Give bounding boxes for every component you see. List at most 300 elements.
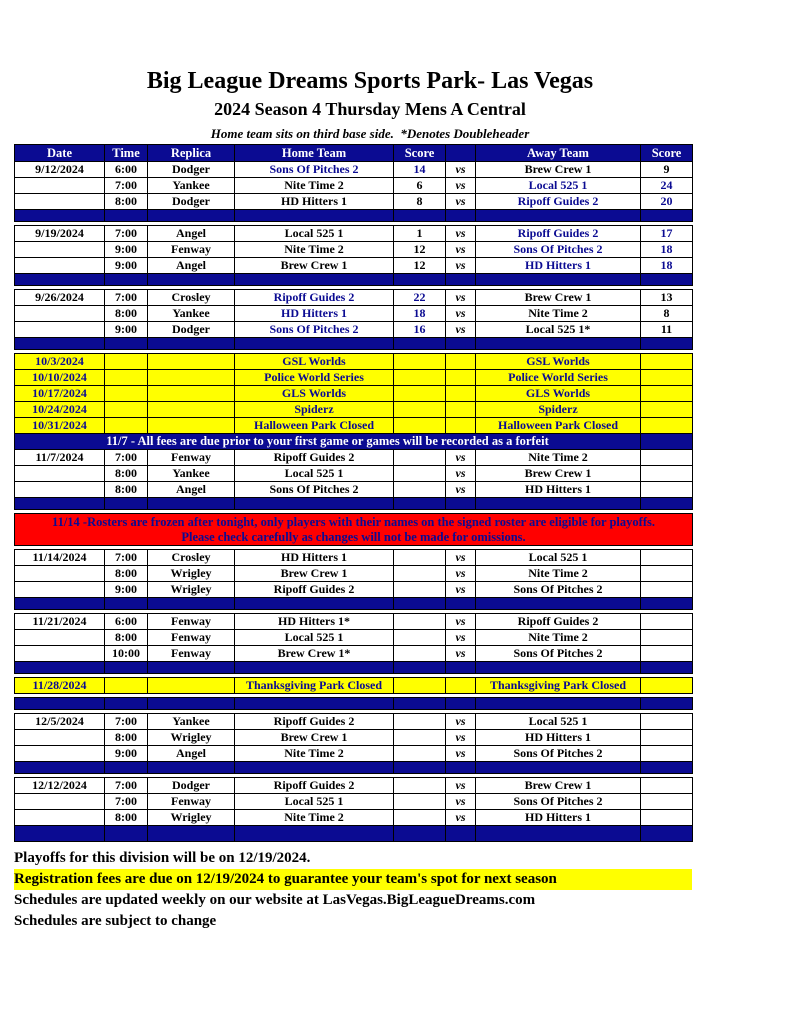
game-row — [15, 306, 693, 322]
home-score-cell — [394, 466, 446, 482]
away-team-cell: Sons Of Pitches 2 — [476, 794, 641, 810]
date-cell: 10/17/2024 — [15, 386, 105, 402]
away-score-cell — [641, 466, 693, 482]
spacer-home-team-cell — [235, 826, 394, 842]
replica-cell — [148, 678, 235, 694]
spacer-row — [15, 274, 693, 286]
replica-cell: Dodger — [148, 194, 235, 210]
event-row — [15, 678, 693, 694]
date-cell — [15, 582, 105, 598]
vs-label: vs — [446, 614, 476, 630]
vs-label: vs — [446, 306, 476, 322]
spacer-away-team-cell — [476, 498, 641, 510]
away-team-cell: Brew Crew 1 — [476, 778, 641, 794]
spacer-date-cell — [15, 826, 105, 842]
home-score-cell: 16 — [394, 322, 446, 338]
home-score-cell — [394, 482, 446, 498]
vs-label: vs — [446, 582, 476, 598]
spacer-home-score-cell — [394, 498, 446, 510]
away-score-cell — [641, 582, 693, 598]
date-cell — [15, 258, 105, 274]
replica-cell: Angel — [148, 226, 235, 242]
vs-label — [446, 354, 476, 370]
away-score-cell: 18 — [641, 258, 693, 274]
time-cell: 7:00 — [105, 290, 148, 306]
game-row — [15, 746, 693, 762]
time-cell: 9:00 — [105, 258, 148, 274]
date-cell: 11/28/2024 — [15, 678, 105, 694]
date-cell — [15, 322, 105, 338]
away-score-cell — [641, 550, 693, 566]
home-score-cell: 12 — [394, 242, 446, 258]
spacer-date-cell — [15, 498, 105, 510]
spacer-vs-label — [446, 826, 476, 842]
spacer-home-score-cell — [394, 698, 446, 710]
spacer-time-cell — [105, 338, 148, 350]
away-team-cell: HD Hitters 1 — [476, 730, 641, 746]
spacer-time-cell — [105, 698, 148, 710]
time-cell: 7:00 — [105, 778, 148, 794]
home-team-cell: Local 525 1 — [235, 226, 394, 242]
spacer-date-cell — [15, 274, 105, 286]
game-row — [15, 178, 693, 194]
vs-label: vs — [446, 482, 476, 498]
time-cell: 9:00 — [105, 746, 148, 762]
replica-cell: Wrigley — [148, 582, 235, 598]
home-score-cell — [394, 582, 446, 598]
game-row — [15, 450, 693, 466]
spacer-time-cell — [105, 498, 148, 510]
away-team-cell: Brew Crew 1 — [476, 162, 641, 178]
home-score-cell — [394, 794, 446, 810]
home-team-cell: Ripoff Guides 2 — [235, 778, 394, 794]
time-cell: 8:00 — [105, 194, 148, 210]
away-score-cell: 18 — [641, 242, 693, 258]
spacer-home-team-cell — [235, 698, 394, 710]
time-cell: 9:00 — [105, 582, 148, 598]
spacer-replica-cell — [148, 662, 235, 674]
date-cell: 11/7/2024 — [15, 450, 105, 466]
header-away-team-cell: Away Team — [476, 145, 641, 162]
home-team-cell: Police World Series — [235, 370, 394, 386]
spacer-away-team-cell — [476, 698, 641, 710]
event-row — [15, 386, 693, 402]
game-row — [15, 194, 693, 210]
vs-label — [446, 370, 476, 386]
game-row — [15, 730, 693, 746]
date-cell: 9/19/2024 — [15, 226, 105, 242]
away-score-cell — [641, 354, 693, 370]
playoffs-note: Playoffs for this division will be on 12/19/2024. — [14, 850, 311, 866]
home-score-cell — [394, 354, 446, 370]
spacer-vs-label — [446, 662, 476, 674]
game-row — [15, 714, 693, 730]
spacer-replica-cell — [148, 598, 235, 610]
away-team-cell: Nite Time 2 — [476, 450, 641, 466]
spacer-row — [15, 826, 693, 842]
home-score-cell — [394, 746, 446, 762]
away-team-cell: Ripoff Guides 2 — [476, 226, 641, 242]
away-score-cell — [641, 386, 693, 402]
roster-freeze-banner — [15, 514, 693, 546]
time-cell: 6:00 — [105, 614, 148, 630]
away-score-cell: 11 — [641, 322, 693, 338]
registration-note: Registration fees are due on 12/19/2024 to guarantee your team's spot for next season — [14, 869, 692, 890]
game-row — [15, 162, 693, 178]
spacer-replica-cell — [148, 826, 235, 842]
vs-label: vs — [446, 630, 476, 646]
replica-cell: Fenway — [148, 794, 235, 810]
event-row — [15, 402, 693, 418]
replica-cell: Yankee — [148, 178, 235, 194]
time-cell: 7:00 — [105, 226, 148, 242]
time-cell: 8:00 — [105, 630, 148, 646]
spacer-date-cell — [15, 598, 105, 610]
replica-cell — [148, 370, 235, 386]
spacer-time-cell — [105, 274, 148, 286]
home-team-cell: Local 525 1 — [235, 794, 394, 810]
spacer-away-score-cell — [641, 498, 693, 510]
spacer-away-score-cell — [641, 274, 693, 286]
time-cell: 9:00 — [105, 322, 148, 338]
home-score-cell: 1 — [394, 226, 446, 242]
spacer-time-cell — [105, 762, 148, 774]
vs-label: vs — [446, 794, 476, 810]
spacer-home-team-cell — [235, 210, 394, 222]
away-score-cell — [641, 402, 693, 418]
replica-cell: Yankee — [148, 714, 235, 730]
replica-cell: Fenway — [148, 450, 235, 466]
date-cell: 10/10/2024 — [15, 370, 105, 386]
spacer-replica-cell — [148, 698, 235, 710]
spacer-vs-label — [446, 498, 476, 510]
vs-label — [446, 402, 476, 418]
spacer-away-score-cell — [641, 210, 693, 222]
home-score-cell: 6 — [394, 178, 446, 194]
away-team-cell: GSL Worlds — [476, 354, 641, 370]
home-score-cell: 8 — [394, 194, 446, 210]
replica-cell: Yankee — [148, 466, 235, 482]
time-cell: 8:00 — [105, 482, 148, 498]
away-team-cell: HD Hitters 1 — [476, 482, 641, 498]
game-row — [15, 778, 693, 794]
game-row — [15, 322, 693, 338]
spacer-home-score-cell — [394, 826, 446, 842]
home-score-cell — [394, 418, 446, 434]
home-team-cell: Nite Time 2 — [235, 810, 394, 826]
game-row — [15, 258, 693, 274]
home-team-cell: Ripoff Guides 2 — [235, 582, 394, 598]
date-cell: 10/3/2024 — [15, 354, 105, 370]
home-team-cell: Brew Crew 1 — [235, 258, 394, 274]
home-score-cell — [394, 550, 446, 566]
away-team-cell: HD Hitters 1 — [476, 258, 641, 274]
date-cell — [15, 242, 105, 258]
vs-label: vs — [446, 466, 476, 482]
game-row — [15, 482, 693, 498]
page-subtitle: 2024 Season 4 Thursday Mens A Central — [214, 99, 526, 119]
away-team-cell: Thanksgiving Park Closed — [476, 678, 641, 694]
vs-label: vs — [446, 178, 476, 194]
spacer-replica-cell — [148, 498, 235, 510]
header-replica-cell: Replica — [148, 145, 235, 162]
spacer-time-cell — [105, 210, 148, 222]
home-team-cell: Sons Of Pitches 2 — [235, 482, 394, 498]
date-cell — [15, 810, 105, 826]
header-vs-label — [446, 145, 476, 162]
home-score-cell — [394, 678, 446, 694]
event-row — [15, 418, 693, 434]
date-cell — [15, 306, 105, 322]
date-cell — [15, 178, 105, 194]
document-header — [0, 68, 740, 142]
home-team-cell: HD Hitters 1 — [235, 194, 394, 210]
spacer-time-cell — [105, 598, 148, 610]
time-cell: 9:00 — [105, 242, 148, 258]
away-score-cell — [641, 630, 693, 646]
spacer-replica-cell — [148, 762, 235, 774]
time-cell: 7:00 — [105, 794, 148, 810]
date-cell — [15, 746, 105, 762]
replica-cell: Fenway — [148, 242, 235, 258]
home-team-cell: Brew Crew 1 — [235, 730, 394, 746]
home-score-cell — [394, 614, 446, 630]
time-cell: 7:00 — [105, 550, 148, 566]
away-team-cell: Brew Crew 1 — [476, 290, 641, 306]
spacer-home-team-cell — [235, 662, 394, 674]
away-score-cell — [641, 614, 693, 630]
vs-label: vs — [446, 226, 476, 242]
header-away-score-cell: Score — [641, 145, 693, 162]
vs-label: vs — [446, 322, 476, 338]
away-score-cell: 13 — [641, 290, 693, 306]
away-score-cell — [641, 566, 693, 582]
date-cell — [15, 630, 105, 646]
away-score-cell: 9 — [641, 162, 693, 178]
home-team-cell: Local 525 1 — [235, 466, 394, 482]
vs-label: vs — [446, 778, 476, 794]
replica-cell: Wrigley — [148, 730, 235, 746]
vs-label: vs — [446, 646, 476, 662]
home-team-cell: HD Hitters 1* — [235, 614, 394, 630]
date-cell: 10/24/2024 — [15, 402, 105, 418]
home-team-cell: Ripoff Guides 2 — [235, 714, 394, 730]
spacer-date-cell — [15, 662, 105, 674]
away-score-cell — [641, 778, 693, 794]
game-row — [15, 614, 693, 630]
notice-score-cell — [641, 434, 693, 450]
date-cell — [15, 466, 105, 482]
event-row — [15, 370, 693, 386]
vs-label — [446, 386, 476, 402]
spacer-away-score-cell — [641, 662, 693, 674]
game-row — [15, 226, 693, 242]
vs-label: vs — [446, 194, 476, 210]
spacer-row — [15, 598, 693, 610]
notice-row — [15, 434, 693, 450]
time-cell: 6:00 — [105, 162, 148, 178]
spacer-row — [15, 498, 693, 510]
home-team-cell: Local 525 1 — [235, 630, 394, 646]
replica-cell: Crosley — [148, 290, 235, 306]
spacer-away-score-cell — [641, 826, 693, 842]
time-cell — [105, 402, 148, 418]
spacer-replica-cell — [148, 274, 235, 286]
away-team-cell: Nite Time 2 — [476, 630, 641, 646]
home-team-cell: Halloween Park Closed — [235, 418, 394, 434]
away-team-cell: Ripoff Guides 2 — [476, 194, 641, 210]
spacer-home-team-cell — [235, 498, 394, 510]
away-score-cell: 24 — [641, 178, 693, 194]
time-cell — [105, 418, 148, 434]
vs-label: vs — [446, 242, 476, 258]
away-score-cell: 8 — [641, 306, 693, 322]
event-row — [15, 354, 693, 370]
away-team-cell: Sons Of Pitches 2 — [476, 582, 641, 598]
spacer-row — [15, 698, 693, 710]
time-cell: 7:00 — [105, 714, 148, 730]
date-cell — [15, 730, 105, 746]
time-cell — [105, 678, 148, 694]
spacer-away-team-cell — [476, 826, 641, 842]
vs-label: vs — [446, 258, 476, 274]
spacer-vs-label — [446, 698, 476, 710]
away-score-cell: 17 — [641, 226, 693, 242]
replica-cell: Angel — [148, 482, 235, 498]
away-team-cell: Police World Series — [476, 370, 641, 386]
time-cell — [105, 370, 148, 386]
away-score-cell — [641, 418, 693, 434]
banner-line: Please check carefully as changes will not be made for omissions. — [181, 529, 526, 544]
home-team-cell: HD Hitters 1 — [235, 306, 394, 322]
replica-cell: Angel — [148, 258, 235, 274]
schedule-table — [14, 144, 693, 842]
date-cell: 11/21/2024 — [15, 614, 105, 630]
vs-label: vs — [446, 290, 476, 306]
spacer-vs-label — [446, 598, 476, 610]
spacer-date-cell — [15, 210, 105, 222]
spacer-row — [15, 662, 693, 674]
time-cell: 8:00 — [105, 730, 148, 746]
replica-cell: Dodger — [148, 322, 235, 338]
spacer-home-team-cell — [235, 598, 394, 610]
spacer-away-team-cell — [476, 338, 641, 350]
vs-label — [446, 678, 476, 694]
home-team-cell: Sons Of Pitches 2 — [235, 162, 394, 178]
replica-cell — [148, 386, 235, 402]
away-score-cell — [641, 370, 693, 386]
replica-cell: Fenway — [148, 614, 235, 630]
replica-cell: Fenway — [148, 630, 235, 646]
replica-cell — [148, 418, 235, 434]
date-cell: 9/26/2024 — [15, 290, 105, 306]
home-score-cell: 12 — [394, 258, 446, 274]
spacer-replica-cell — [148, 210, 235, 222]
time-cell: 10:00 — [105, 646, 148, 662]
header-home-team-cell: Home Team — [235, 145, 394, 162]
time-cell: 8:00 — [105, 306, 148, 322]
spacer-home-score-cell — [394, 338, 446, 350]
game-row — [15, 290, 693, 306]
spacer-time-cell — [105, 826, 148, 842]
home-team-cell: Spiderz — [235, 402, 394, 418]
document-footer — [14, 848, 784, 932]
vs-label: vs — [446, 810, 476, 826]
home-team-cell: Nite Time 2 — [235, 178, 394, 194]
away-team-cell: Local 525 1* — [476, 322, 641, 338]
away-team-cell: Local 525 1 — [476, 550, 641, 566]
home-team-cell: Sons Of Pitches 2 — [235, 322, 394, 338]
home-team-cell: Nite Time 2 — [235, 746, 394, 762]
game-row — [15, 630, 693, 646]
vs-label: vs — [446, 450, 476, 466]
spacer-home-score-cell — [394, 598, 446, 610]
spacer-home-team-cell — [235, 762, 394, 774]
home-score-cell: 14 — [394, 162, 446, 178]
spacer-away-score-cell — [641, 598, 693, 610]
replica-cell: Yankee — [148, 306, 235, 322]
away-team-cell: Sons Of Pitches 2 — [476, 646, 641, 662]
spacer-away-team-cell — [476, 598, 641, 610]
vs-label: vs — [446, 550, 476, 566]
away-team-cell: Spiderz — [476, 402, 641, 418]
away-team-cell: Nite Time 2 — [476, 566, 641, 582]
spacer-away-team-cell — [476, 762, 641, 774]
spacer-away-score-cell — [641, 338, 693, 350]
legend-note: Home team sits on third base side. *Denotes Doubleheader — [210, 126, 530, 141]
away-team-cell: Local 525 1 — [476, 178, 641, 194]
replica-cell — [148, 402, 235, 418]
date-cell — [15, 566, 105, 582]
vs-label: vs — [446, 714, 476, 730]
replica-cell: Dodger — [148, 778, 235, 794]
home-score-cell — [394, 730, 446, 746]
home-team-cell: GLS Worlds — [235, 386, 394, 402]
spacer-home-team-cell — [235, 338, 394, 350]
home-score-cell: 18 — [394, 306, 446, 322]
away-team-cell: Brew Crew 1 — [476, 466, 641, 482]
home-score-cell — [394, 810, 446, 826]
home-score-cell — [394, 386, 446, 402]
home-score-cell — [394, 714, 446, 730]
page-title: Big League Dreams Sports Park- Las Vegas — [146, 68, 594, 94]
home-score-cell: 22 — [394, 290, 446, 306]
home-score-cell — [394, 450, 446, 466]
game-row — [15, 550, 693, 566]
vs-label: vs — [446, 730, 476, 746]
spacer-vs-label — [446, 338, 476, 350]
away-score-cell — [641, 746, 693, 762]
away-score-cell: 20 — [641, 194, 693, 210]
replica-cell: Fenway — [148, 646, 235, 662]
home-team-cell: Thanksgiving Park Closed — [235, 678, 394, 694]
vs-label: vs — [446, 162, 476, 178]
time-cell: 7:00 — [105, 178, 148, 194]
spacer-date-cell — [15, 338, 105, 350]
home-team-cell: Ripoff Guides 2 — [235, 450, 394, 466]
spacer-row — [15, 210, 693, 222]
home-score-cell — [394, 630, 446, 646]
replica-cell — [148, 354, 235, 370]
away-team-cell: Ripoff Guides 2 — [476, 614, 641, 630]
spacer-date-cell — [15, 698, 105, 710]
home-score-cell — [394, 566, 446, 582]
website-note: Schedules are updated weekly on our website at LasVegas.BigLeagueDreams.com — [14, 892, 536, 908]
game-row — [15, 466, 693, 482]
date-cell: 10/31/2024 — [15, 418, 105, 434]
away-score-cell — [641, 450, 693, 466]
spacer-home-score-cell — [394, 762, 446, 774]
